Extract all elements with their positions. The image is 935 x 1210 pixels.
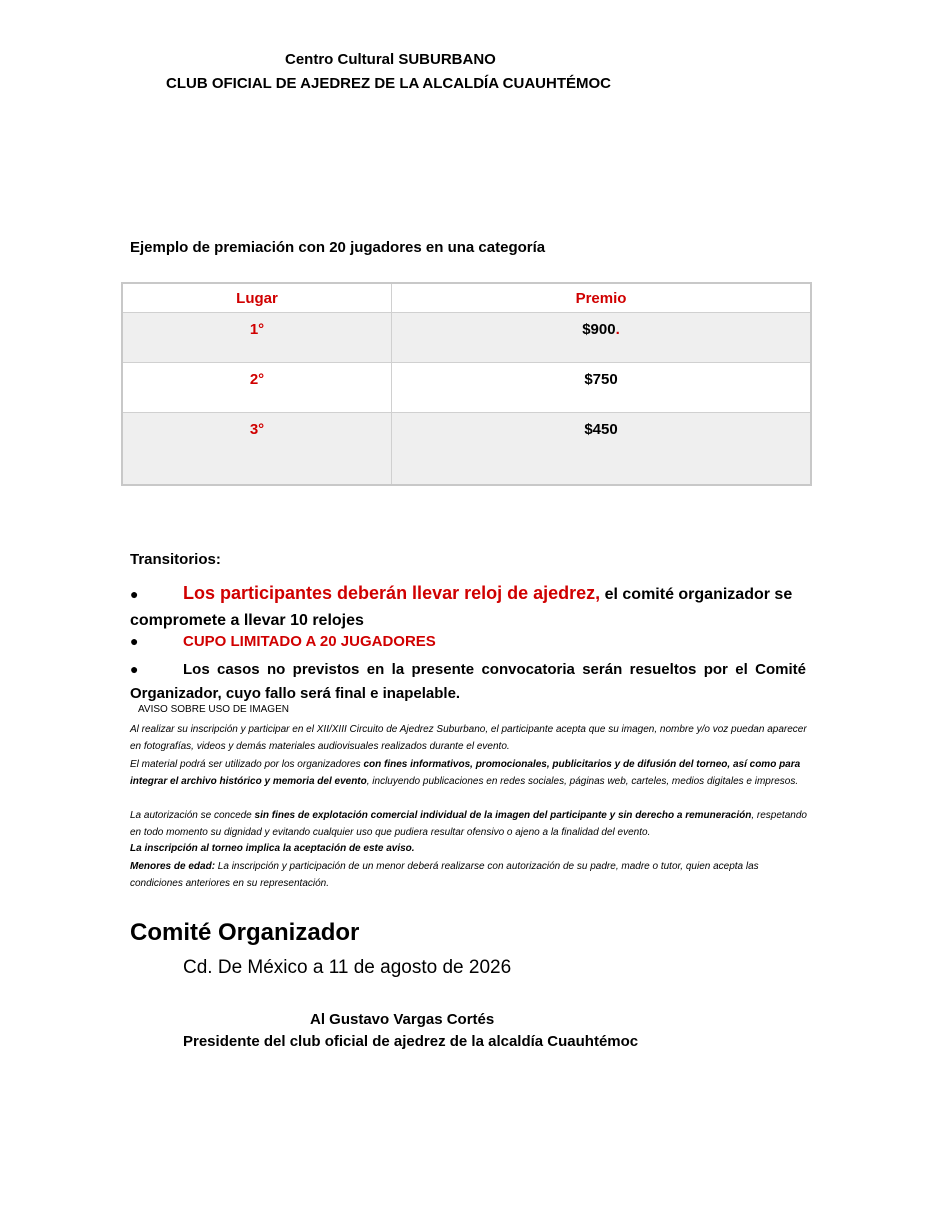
prize-cell xyxy=(392,363,812,413)
table-caption: Ejemplo de premiación con 20 jugadores en una categoría xyxy=(130,239,546,256)
aviso-paragraph-2 xyxy=(130,756,810,790)
committee-heading: Comité Organizador xyxy=(130,919,360,946)
aviso-p5-label: Menores de edad: xyxy=(130,861,216,872)
signer-role: Presidente del club oficial de ajedrez de la alcaldía Cuauhtémoc xyxy=(183,1033,639,1050)
table-row xyxy=(122,413,811,486)
prize-table xyxy=(121,282,812,486)
transitorios-item-1 xyxy=(130,580,820,634)
aviso-heading: AVISO SOBRE USO DE IMAGEN xyxy=(138,704,289,715)
column-header-lugar: Lugar xyxy=(122,283,392,313)
aviso-p3-start: La autorización se concede xyxy=(130,810,255,821)
watch-commitment-text: el comité organizador se compromete a llevar 10 relojes xyxy=(130,586,793,629)
prize-suffix: . xyxy=(615,321,620,338)
header-title-line1: Centro Cultural SUBURBANO xyxy=(285,51,496,68)
prize-amount: $900 xyxy=(582,321,616,338)
prize-amount: $750 xyxy=(584,371,618,388)
aviso-p5-text: La inscripción y participación de un menor deberá realizarse con autorización de su padre, madre o tutor, quien acepta las condiciones anteriores en su representación. xyxy=(130,861,759,889)
document-date: Cd. De México a 11 de agosto de 2026 xyxy=(183,957,512,978)
prize-cell xyxy=(392,413,812,486)
watch-requirement-text: Los participantes deberán llevar reloj de ajedrez, xyxy=(183,583,601,603)
aviso-p2-emphasis: con fines informativos, promocionales, publicitarios y de difusión del torneo, así como para integrar el archivo histórico y memoria del evento xyxy=(130,759,801,787)
prize-cell xyxy=(392,313,812,363)
aviso-paragraph-1: Al realizar su inscripción y participar en el XII/XIII Circuito de Ajedrez Suburbano, el participante acepta que su imagen, nombre y/o voz puedan aparecer en fotografías, videos y demás materiales audiovisuales realizados durante el evento. xyxy=(130,724,807,752)
bullet-icon: ● xyxy=(130,586,139,602)
aviso-p3-end: , respetando en todo momento su dignidad y evitando cualquier uso que pudiera resultar ofensivo o ajeno a la finalidad del evento. xyxy=(130,810,807,838)
aviso-p4-text: La inscripción al torneo implica la aceptación de este aviso. xyxy=(130,843,415,854)
table-row xyxy=(122,363,811,413)
casos-no-previstos-text: Los casos no previstos en la presente convocatoria serán resueltos por el Comité Organizador, cuyo fallo será final e inapelable. xyxy=(130,661,806,702)
bullet-icon: ● xyxy=(130,661,139,677)
signer-name: Al Gustavo Vargas Cortés xyxy=(310,1011,495,1028)
table-header-row xyxy=(122,283,811,313)
aviso-paragraph-5 xyxy=(130,858,810,892)
place-cell: 2° xyxy=(122,363,392,413)
aviso-p3-emphasis: sin fines de explotación comercial individual de la imagen del participante y sin derecho a remuneración xyxy=(254,810,752,821)
place-cell: 1° xyxy=(122,313,392,363)
column-header-premio: Premio xyxy=(392,283,812,313)
cupo-limitado-text: CUPO LIMITADO A 20 JUGADORES xyxy=(183,633,436,650)
aviso-p2-start: El material podrá ser utilizado por los organizadores xyxy=(130,759,364,770)
header-title-line2: CLUB OFICIAL DE AJEDREZ DE LA ALCALDÍA CUAUHTÉMOC xyxy=(166,75,611,92)
bullet-icon: ● xyxy=(130,633,139,649)
transitorios-heading: Transitorios: xyxy=(130,551,221,568)
transitorios-item-2 xyxy=(130,633,436,650)
aviso-p2-end: , incluyendo publicaciones en redes sociales, páginas web, carteles, medios digitales e impresos. xyxy=(366,776,799,787)
table-row xyxy=(122,313,811,363)
prize-amount: $450 xyxy=(584,421,618,438)
transitorios-item-3 xyxy=(130,657,806,706)
aviso-paragraph-3 xyxy=(130,807,810,841)
place-cell: 3° xyxy=(122,413,392,486)
aviso-paragraph-4 xyxy=(130,840,810,857)
